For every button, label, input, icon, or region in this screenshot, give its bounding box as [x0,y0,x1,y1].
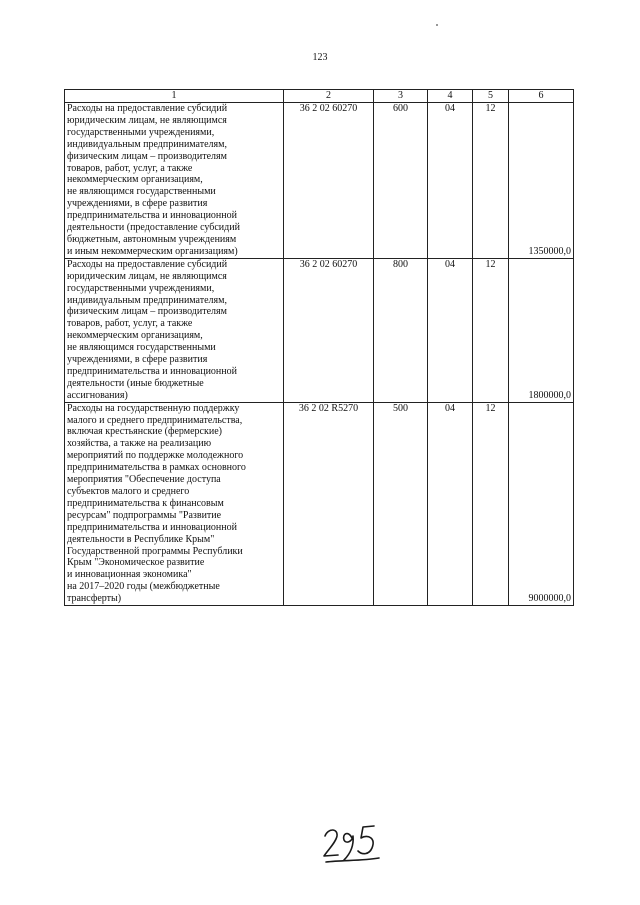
description-line: предпринимательства и инновационной [67,521,237,533]
expense-type-code: 500 [374,402,428,605]
description-line: не являющимся государственными [67,342,216,354]
description-line: предпринимательства и инновационной [67,210,237,222]
row-description [65,402,284,605]
description-line: деятельности (предоставление субсидий [67,222,240,234]
description-line: бюджетным, автономным учреждениям [67,233,237,245]
budget-classification-code: 36 2 02 60270 [284,258,374,402]
description-line: учреждениями, в сфере развития [67,198,208,210]
description-line: включая крестьянские (фермерские) [67,426,222,438]
header-col-2: 2 [284,90,374,103]
expense-type-code: 800 [374,258,428,402]
row-description [65,258,284,402]
section-code: 04 [428,402,473,605]
subsection-code: 12 [473,258,509,402]
description-line: ресурсам" подпрограммы "Развитие [67,509,222,521]
description-line: физическим лицам – производителям [67,150,227,162]
description-line: государственными учреждениями, [67,282,215,294]
description-line: Расходы на предоставление субсидий [67,258,228,270]
description-line: малого и среднего предпринимательства, [67,414,243,426]
description-line: Расходы на предоставление субсидий [67,103,228,114]
row-description [65,103,284,259]
description-line: индивидуальным предпринимателям, [67,138,227,150]
section-code: 04 [428,258,473,402]
description-line: Государственной программы Республики [67,545,243,557]
description-line: деятельности (иные бюджетные [67,377,204,389]
stray-dot [436,24,438,26]
subsection-code: 12 [473,103,509,259]
header-col-4: 4 [428,90,473,103]
amount-value: 9000000,0 [509,402,574,605]
header-col-6: 6 [509,90,574,103]
description-line: товаров, работ, услуг, а также [67,318,193,330]
description-line: и иным некоммерческим организациям) [67,245,238,257]
description-line: на 2017–2020 годы (межбюджетные [67,581,220,593]
description-line: трансферты) [67,593,122,605]
description-line: и инновационная экономика" [67,569,192,581]
section-code: 04 [428,103,473,259]
budget-classification-code: 36 2 02 R5270 [284,402,374,605]
description-line: юридическим лицам, не являющимся [67,114,227,126]
description-line: деятельности в Республике Крым" [67,533,215,545]
table-row [65,402,574,605]
budget-classification-code: 36 2 02 60270 [284,103,374,259]
description-line: некоммерческим организациям, [67,330,203,342]
description-line: индивидуальным предпринимателям, [67,294,227,306]
header-col-5: 5 [473,90,509,103]
description-line: ассигнования) [67,389,128,401]
description-line: не являющимся государственными [67,186,216,198]
description-line: субъектов малого и среднего [67,486,190,497]
description-line: физическим лицам – производителям [67,306,227,318]
handwritten-page-number [322,822,382,866]
description-line: государственными учреждениями, [67,126,215,138]
subsection-code: 12 [473,402,509,605]
description-line: юридическим лицам, не являющимся [67,270,227,282]
description-line: Расходы на государственную поддержку [67,402,240,414]
header-col-3: 3 [374,90,428,103]
description-line: Крым "Экономическое развитие [67,557,205,569]
description-line: товаров, работ, услуг, а также [67,162,193,174]
table-row [65,103,574,259]
description-line: хозяйства, а также на реализацию [67,438,212,450]
description-line: учреждениями, в сфере развития [67,354,208,366]
amount-value: 1350000,0 [509,103,574,259]
table-header-row [65,90,574,103]
page-number: 123 [312,52,328,63]
description-line: предпринимательства и инновационной [67,365,237,377]
description-line: мероприятия "Обеспечение доступа [67,474,221,486]
description-line: предпринимательства к финансовым [67,497,224,509]
header-col-1: 1 [65,90,284,103]
budget-table [64,89,574,606]
description-line: некоммерческим организациям, [67,174,203,186]
description-line: предпринимательства в рамках основного [67,462,246,474]
expense-type-code: 600 [374,103,428,259]
amount-value: 1800000,0 [509,258,574,402]
description-line: мероприятий по поддержке молодежного [67,450,244,462]
table-row [65,258,574,402]
